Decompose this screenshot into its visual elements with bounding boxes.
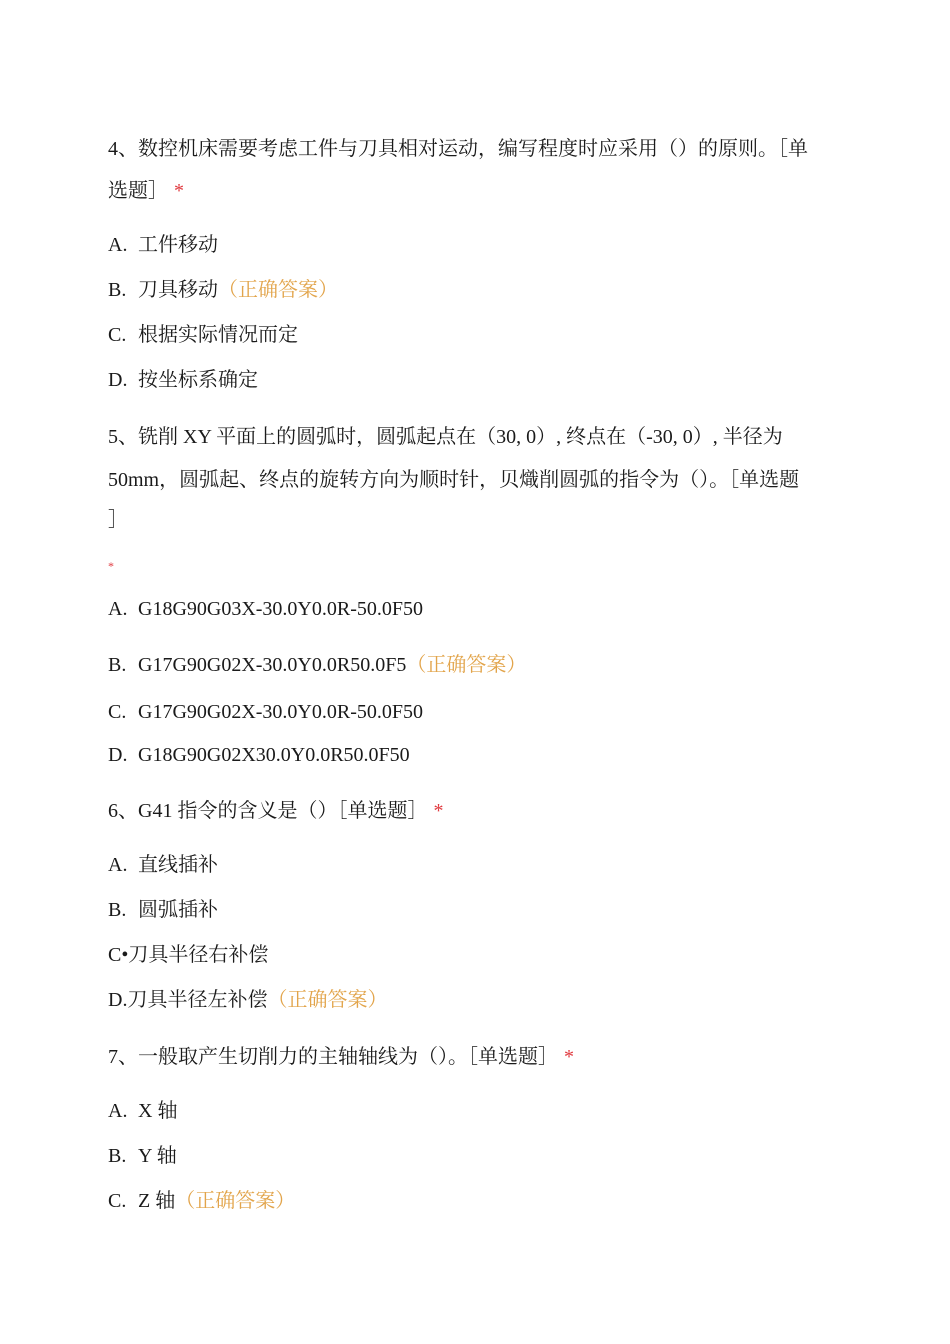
option-c	[108, 934, 840, 976]
option-text: 直线插补	[138, 854, 218, 876]
question-stem-text: ］	[108, 509, 128, 531]
question-5-stem	[108, 416, 840, 458]
required-mark: *	[174, 180, 184, 202]
required-mark: *	[433, 800, 444, 822]
option-text: 刀具半径右补偿	[128, 944, 269, 966]
question-4-stem-cont	[108, 170, 840, 212]
question-5-stem-cont	[108, 459, 840, 501]
option-letter: C•	[108, 944, 129, 966]
option-letter: B.	[108, 899, 127, 921]
option-letter: B.	[108, 279, 127, 301]
correct-answer-tag: （正确答案）	[406, 654, 527, 676]
option-letter: A.	[108, 598, 128, 620]
option-a	[108, 844, 840, 886]
option-text: G18G90G03X-30.0Y0.0R-50.0F50	[138, 598, 423, 620]
option-letter: B.	[108, 1145, 127, 1167]
option-text: Z 轴	[138, 1190, 176, 1212]
option-text: 刀具移动	[138, 279, 218, 301]
required-mark: *	[564, 1046, 574, 1068]
option-text: G17G90G02X-30.0Y0.0R-50.0F50	[138, 701, 423, 723]
option-letter: D.	[108, 989, 128, 1011]
option-c	[108, 314, 840, 356]
question-stem-text: 6、G41 指令的含义是（）［单选题］	[108, 800, 428, 822]
option-letter: C.	[108, 701, 127, 723]
question-4-stem	[108, 128, 840, 170]
option-b	[108, 644, 840, 686]
option-d	[108, 734, 840, 776]
option-text: 按坐标系确定	[138, 369, 258, 391]
question-stem-text: 4、数控机床需要考虑工件与刀具相对运动，编写程度时应采用（）的原则。［单	[108, 138, 808, 160]
option-b	[108, 1135, 840, 1177]
correct-answer-tag: （正确答案）	[218, 279, 338, 301]
option-text: X 轴	[138, 1100, 178, 1122]
option-letter: A.	[108, 1100, 128, 1122]
required-mark: *	[108, 559, 114, 573]
option-text: G17G90G02X-30.0Y0.0R50.0F5	[138, 654, 407, 676]
option-a	[108, 588, 840, 630]
question-6-stem	[108, 790, 840, 832]
option-letter: C.	[108, 324, 127, 346]
option-letter: B.	[108, 654, 127, 676]
option-a	[108, 224, 840, 266]
option-letter: A.	[108, 234, 128, 256]
question-stem-text: 50mm，圆弧起、终点的旋转方向为顺时针，贝熾削圆弧的指令为（）。［单选题	[108, 469, 800, 491]
correct-answer-tag: （正确答案）	[175, 1190, 296, 1212]
option-b	[108, 889, 840, 931]
option-text: 根据实际情况而定	[138, 324, 298, 346]
question-stem-text: 选题］	[108, 180, 168, 202]
question-5-stem-cont2	[108, 499, 840, 541]
option-c	[108, 691, 840, 733]
question-stem-text: 7、一般取产生切削力的主轴轴线为（）。［单选题］	[108, 1046, 558, 1068]
correct-answer-tag: （正确答案）	[267, 989, 388, 1011]
option-letter: A.	[108, 854, 128, 876]
option-letter: C.	[108, 1190, 127, 1212]
option-text: G18G90G02X30.0Y0.0R50.0F50	[138, 744, 410, 766]
option-text: Y 轴	[138, 1145, 177, 1167]
option-text: 刀具半径左补偿	[127, 989, 268, 1011]
option-letter: D.	[108, 369, 128, 391]
option-c	[108, 1180, 840, 1222]
option-text: 圆弧插补	[138, 899, 218, 921]
option-letter: D.	[108, 744, 128, 766]
question-7-stem	[108, 1036, 840, 1078]
option-d	[108, 359, 840, 401]
question-5-required	[108, 543, 840, 587]
option-text: 工件移动	[138, 234, 218, 256]
option-b	[108, 269, 840, 311]
option-a	[108, 1090, 840, 1132]
question-stem-text: 5、铣削 XY 平面上的圆弧时，圆弧起点在（30, 0）, 终点在（-30, 0）, 半径为	[108, 426, 783, 448]
option-d	[108, 979, 840, 1021]
